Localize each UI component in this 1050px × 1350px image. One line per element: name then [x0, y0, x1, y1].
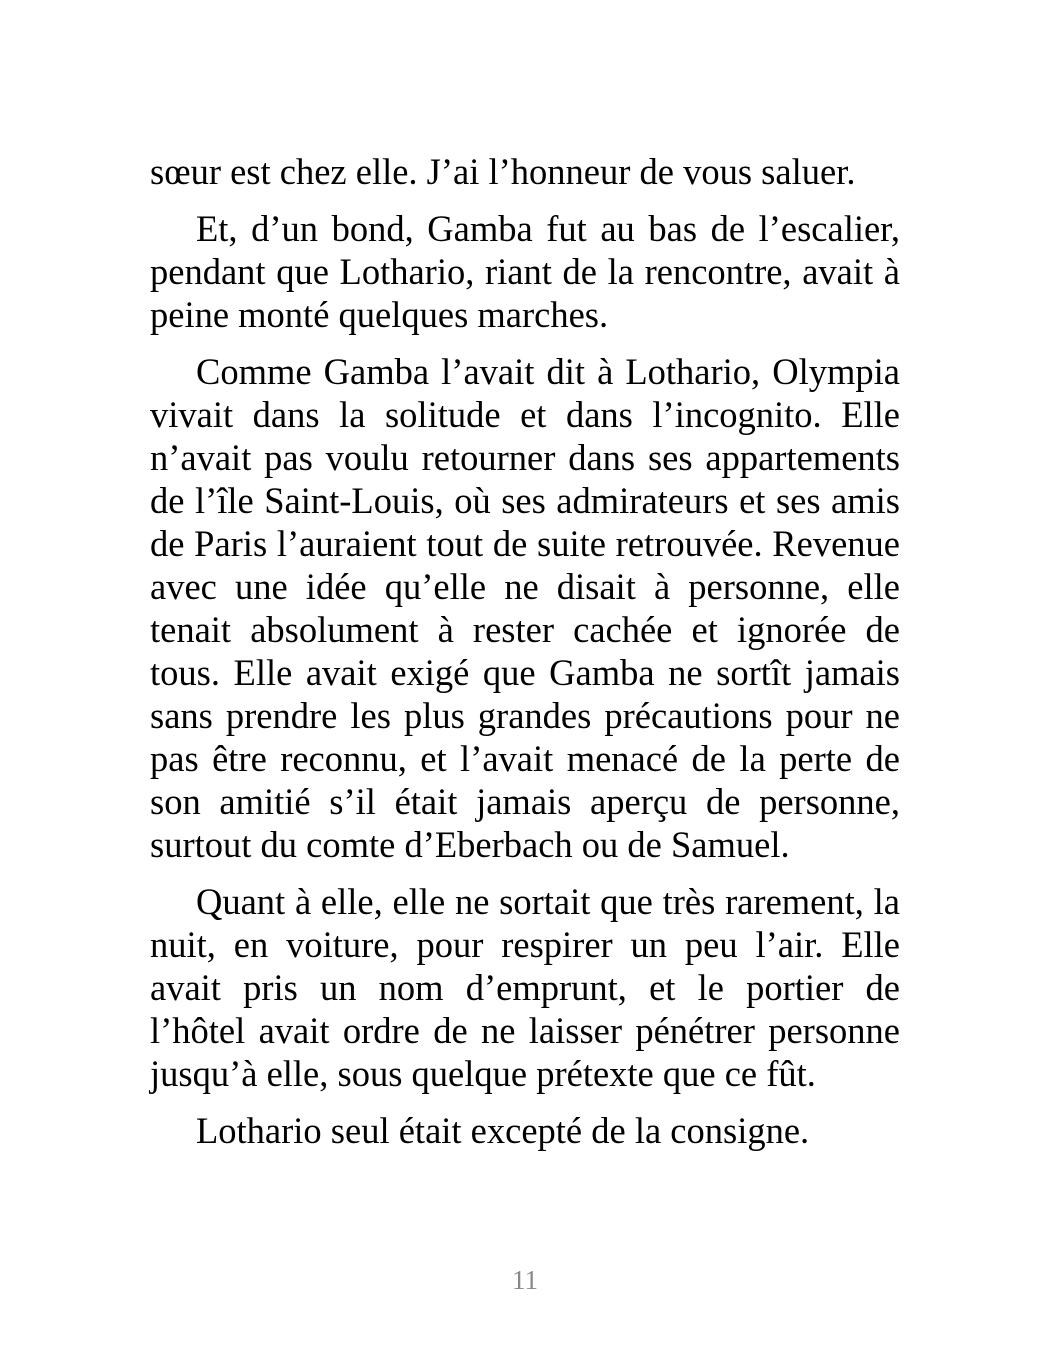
paragraph-olympia-solitude: Comme Gamba l’avait dit à Lothario, Olympia vivait dans la solitude et dans l’incognito. Elle n’avait pas voulu retourner dans ses appartements de l’île Saint-Louis, où ses admirateurs et ses amis de Paris l’auraient tout de suite retrouvée. Revenue avec une idée qu’elle ne disait à personne, elle tenait absolument à rester cachée et ignorée de tous. Elle avait exigé que Gamba ne sortît jamais sans prendre les plus grandes précautions pour ne pas être reconnu, et l’avait menacé de la perte de son amitié s’il était jamais aperçu de personne, surtout du comte d’Eberbach ou de Samuel.	[150, 351, 900, 865]
page-number: 11	[512, 1265, 538, 1295]
paragraph-olympia-outings: Quant à elle, elle ne sortait que très rarement, la nuit, en voiture, pour respirer un peu l’air. Elle avait pris un nom d’emprunt, et le portier de l’hôtel avait ordre de ne laisser pénétrer personne jusqu’à elle, sous quelque prétexte que ce fût.	[150, 881, 900, 1094]
paragraph-gamba-leaves: Et, d’un bond, Gamba fut au bas de l’escalier, pendant que Lothario, riant de la rencontre, avait à peine monté quelques marches.	[150, 208, 900, 335]
paragraph-lothario-exception: Lothario seul était excepté de la consigne.	[196, 1110, 810, 1151]
page-body	[150, 150, 900, 1152]
paragraph-continuation: sœur est chez elle. J’ai l’honneur de vous saluer.	[150, 151, 856, 192]
